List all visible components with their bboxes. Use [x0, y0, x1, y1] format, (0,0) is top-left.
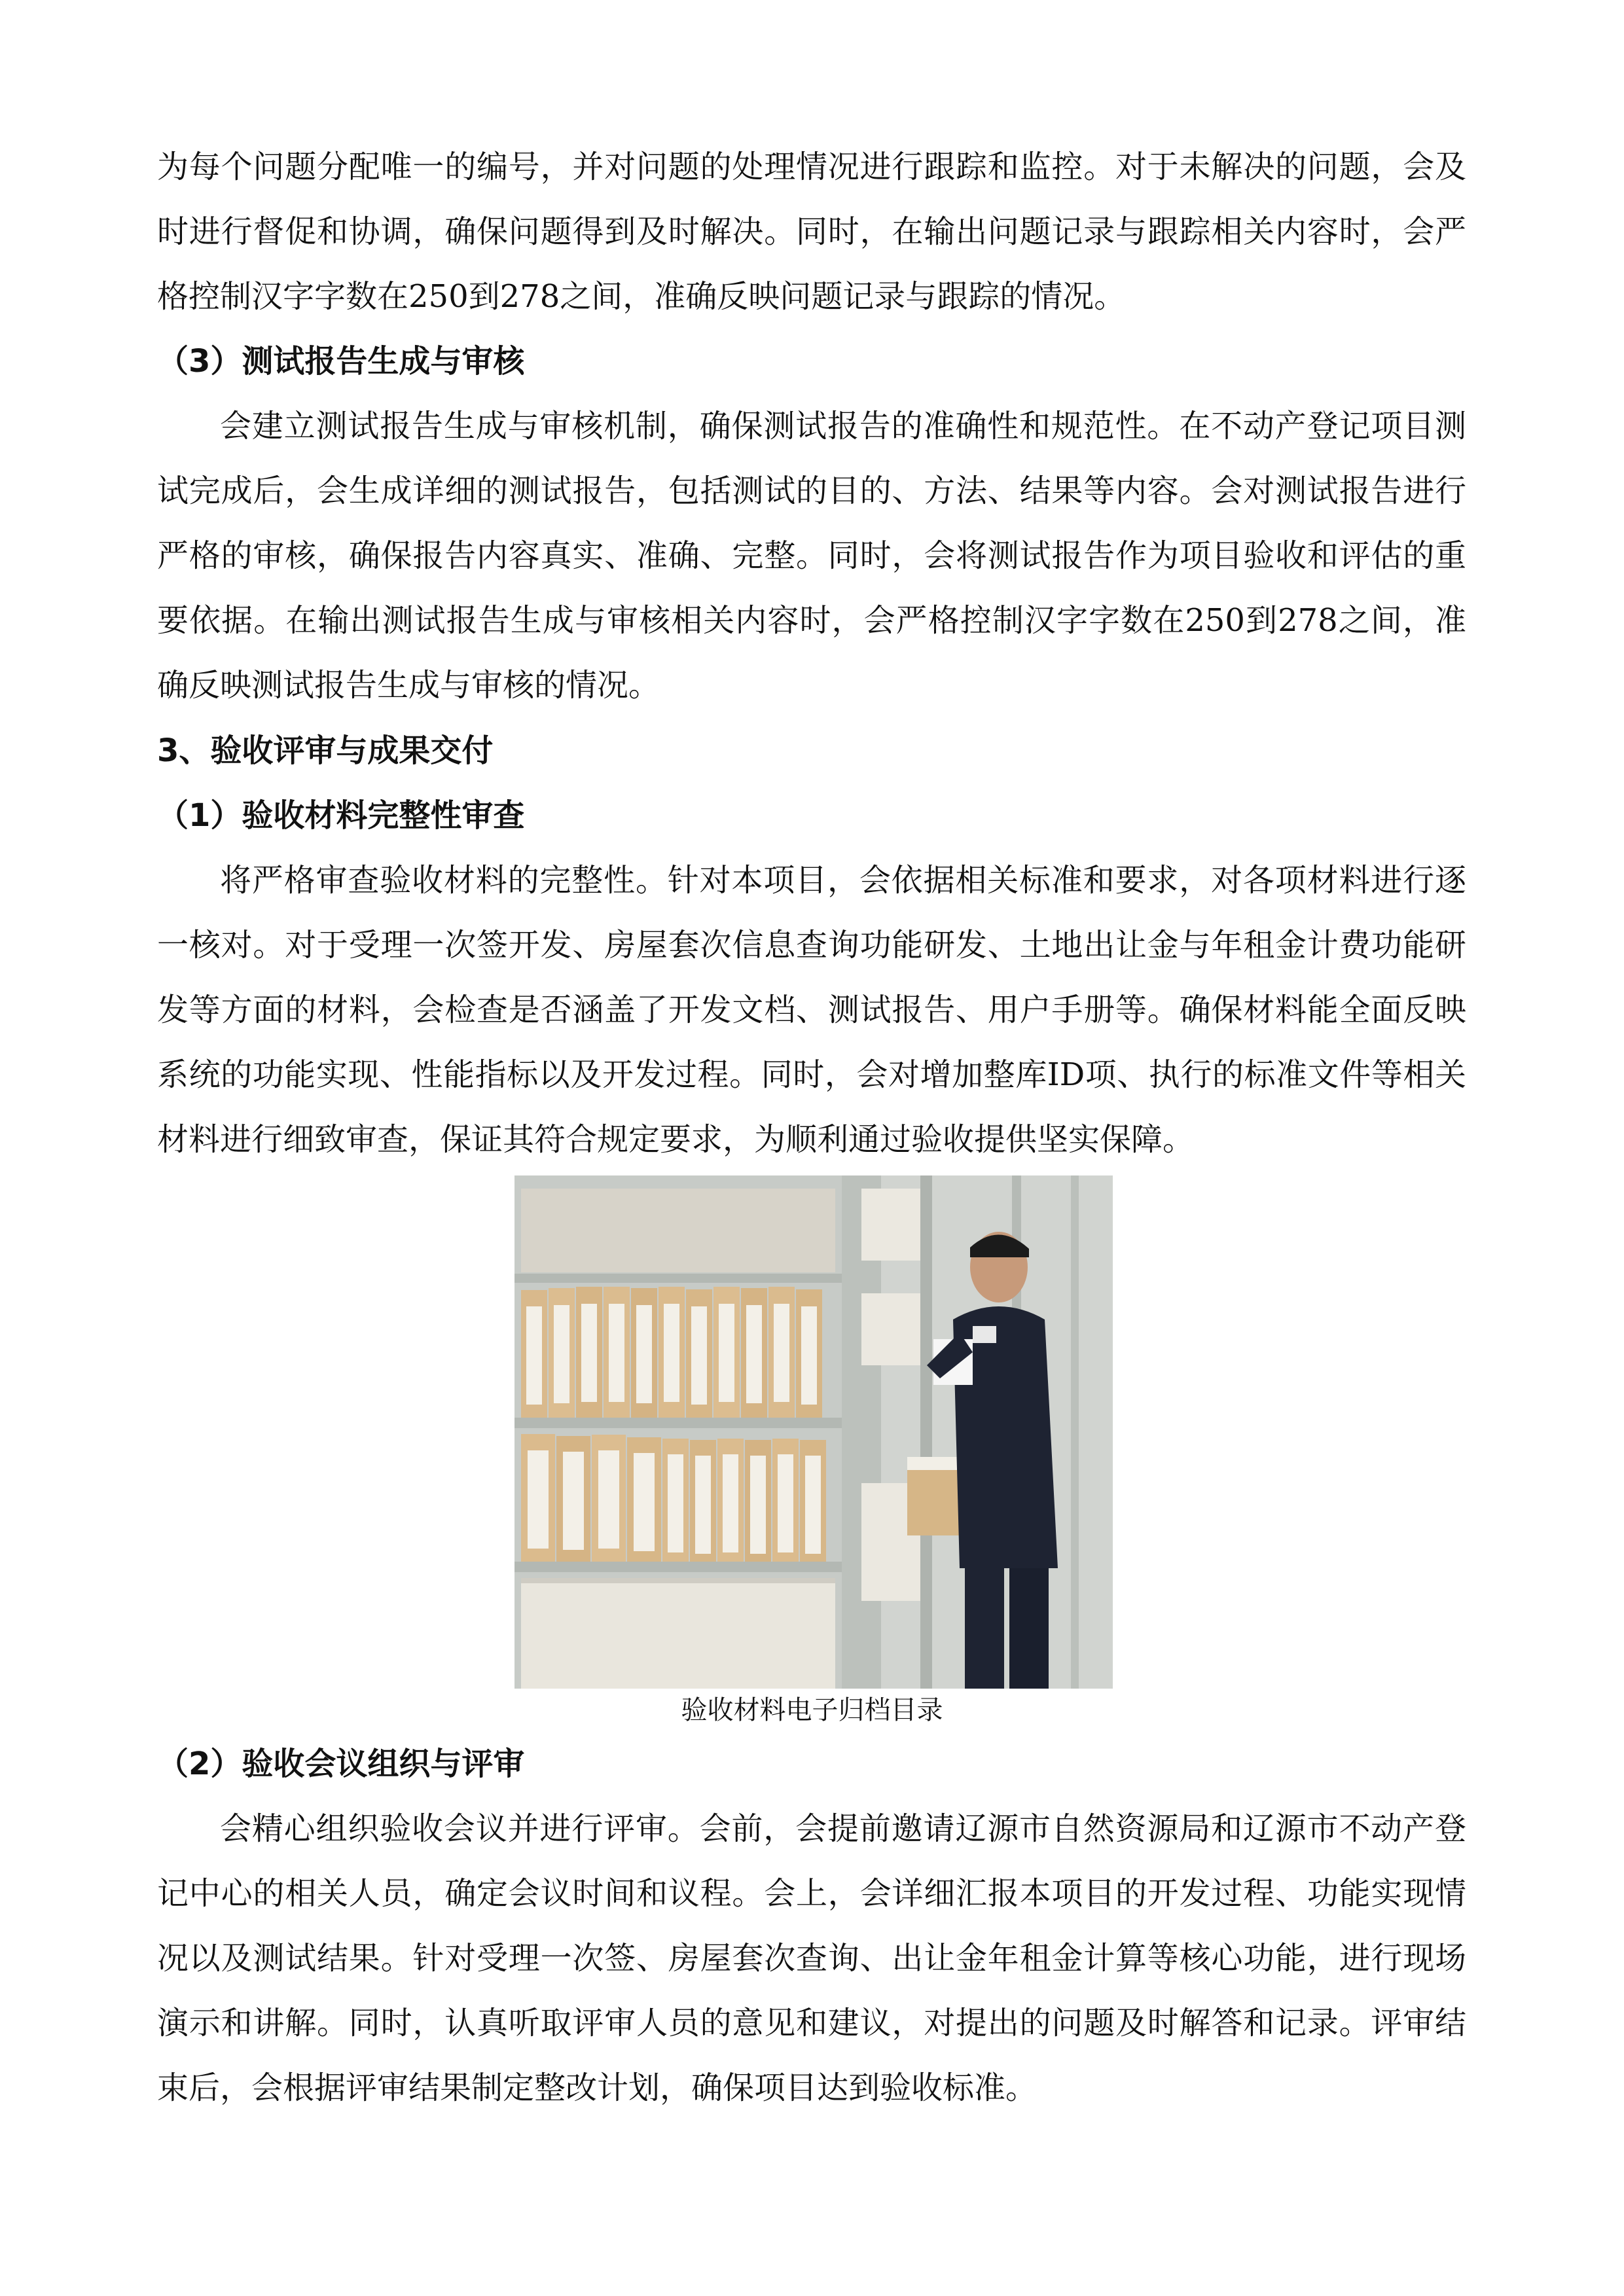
heading-material-review: （1）验收材料完整性审查: [157, 797, 525, 834]
paragraph-acceptance-meeting: 会精心组织验收会议并进行评审。会前，会提前邀请辽源市自然资源局和辽源市不动产登记中心的相关人员，确定会议时间和议程。会上，会详细汇报本项目的开发过程、功能实现情况以及测试结果。针对受理一次签、房屋套次查询、出让金年租金计算等核心功能，进行现场演示和讲解。同时，认真听取评审人员的意见和建议，对提出的问题及时解答和记录。评审结束后，会根据评审结果制定整改计划，确保项目达到验收标准。: [157, 1810, 1466, 2106]
heading-acceptance-delivery: 3、验收评审与成果交付: [157, 732, 494, 769]
archive-shelf-illustration: [514, 1175, 1113, 1689]
figure-caption: 验收材料电子归档目录: [681, 1695, 943, 1725]
archive-shelf-photo: [514, 1175, 1113, 1689]
binder-row-top: [521, 1189, 835, 1272]
heading-test-report: （3）测试报告生成与审核: [157, 343, 525, 380]
paragraph-material-review: 将严格审查验收材料的完整性。针对本项目，会依据相关标准和要求，对各项材料进行逐一核对。对于受理一次签开发、房屋套次信息查询功能研发、土地出让金与年租金计费功能研发等方面的材料，会检查是否涵盖了开发文档、测试报告、用户手册等。确保材料能全面反映系统的功能实现、性能指标以及开发过程。同时，会对增加整库ID项、执行的标准文件等相关材料进行细致审查，保证其符合规定要求，为顺利通过验收提供坚实保障。: [157, 862, 1466, 1158]
heading-acceptance-meeting: （2）验收会议组织与评审: [157, 1746, 525, 1782]
paragraph-test-report: 会建立测试报告生成与审核机制，确保测试报告的准确性和规范性。在不动产登记项目测试完成后，会生成详细的测试报告，包括测试的目的、方法、结果等内容。会对测试报告进行严格的审核，确保报告内容真实、准确、完整。同时，会将测试报告作为项目验收和评估的重要依据。在输出测试报告生成与审核相关内容时，会严格控制汉字字数在250到278之间，准确反映测试报告生成与审核的情况。: [157, 408, 1466, 704]
paragraph-issue-tracking: 为每个问题分配唯一的编号，并对问题的处理情况进行跟踪和监控。对于未解决的问题，会及时进行督促和协调，确保问题得到及时解决。同时，在输出问题记录与跟踪相关内容时，会严格控制汉字字数在250到278之间，准确反映问题记录与跟踪的情况。: [157, 149, 1466, 315]
